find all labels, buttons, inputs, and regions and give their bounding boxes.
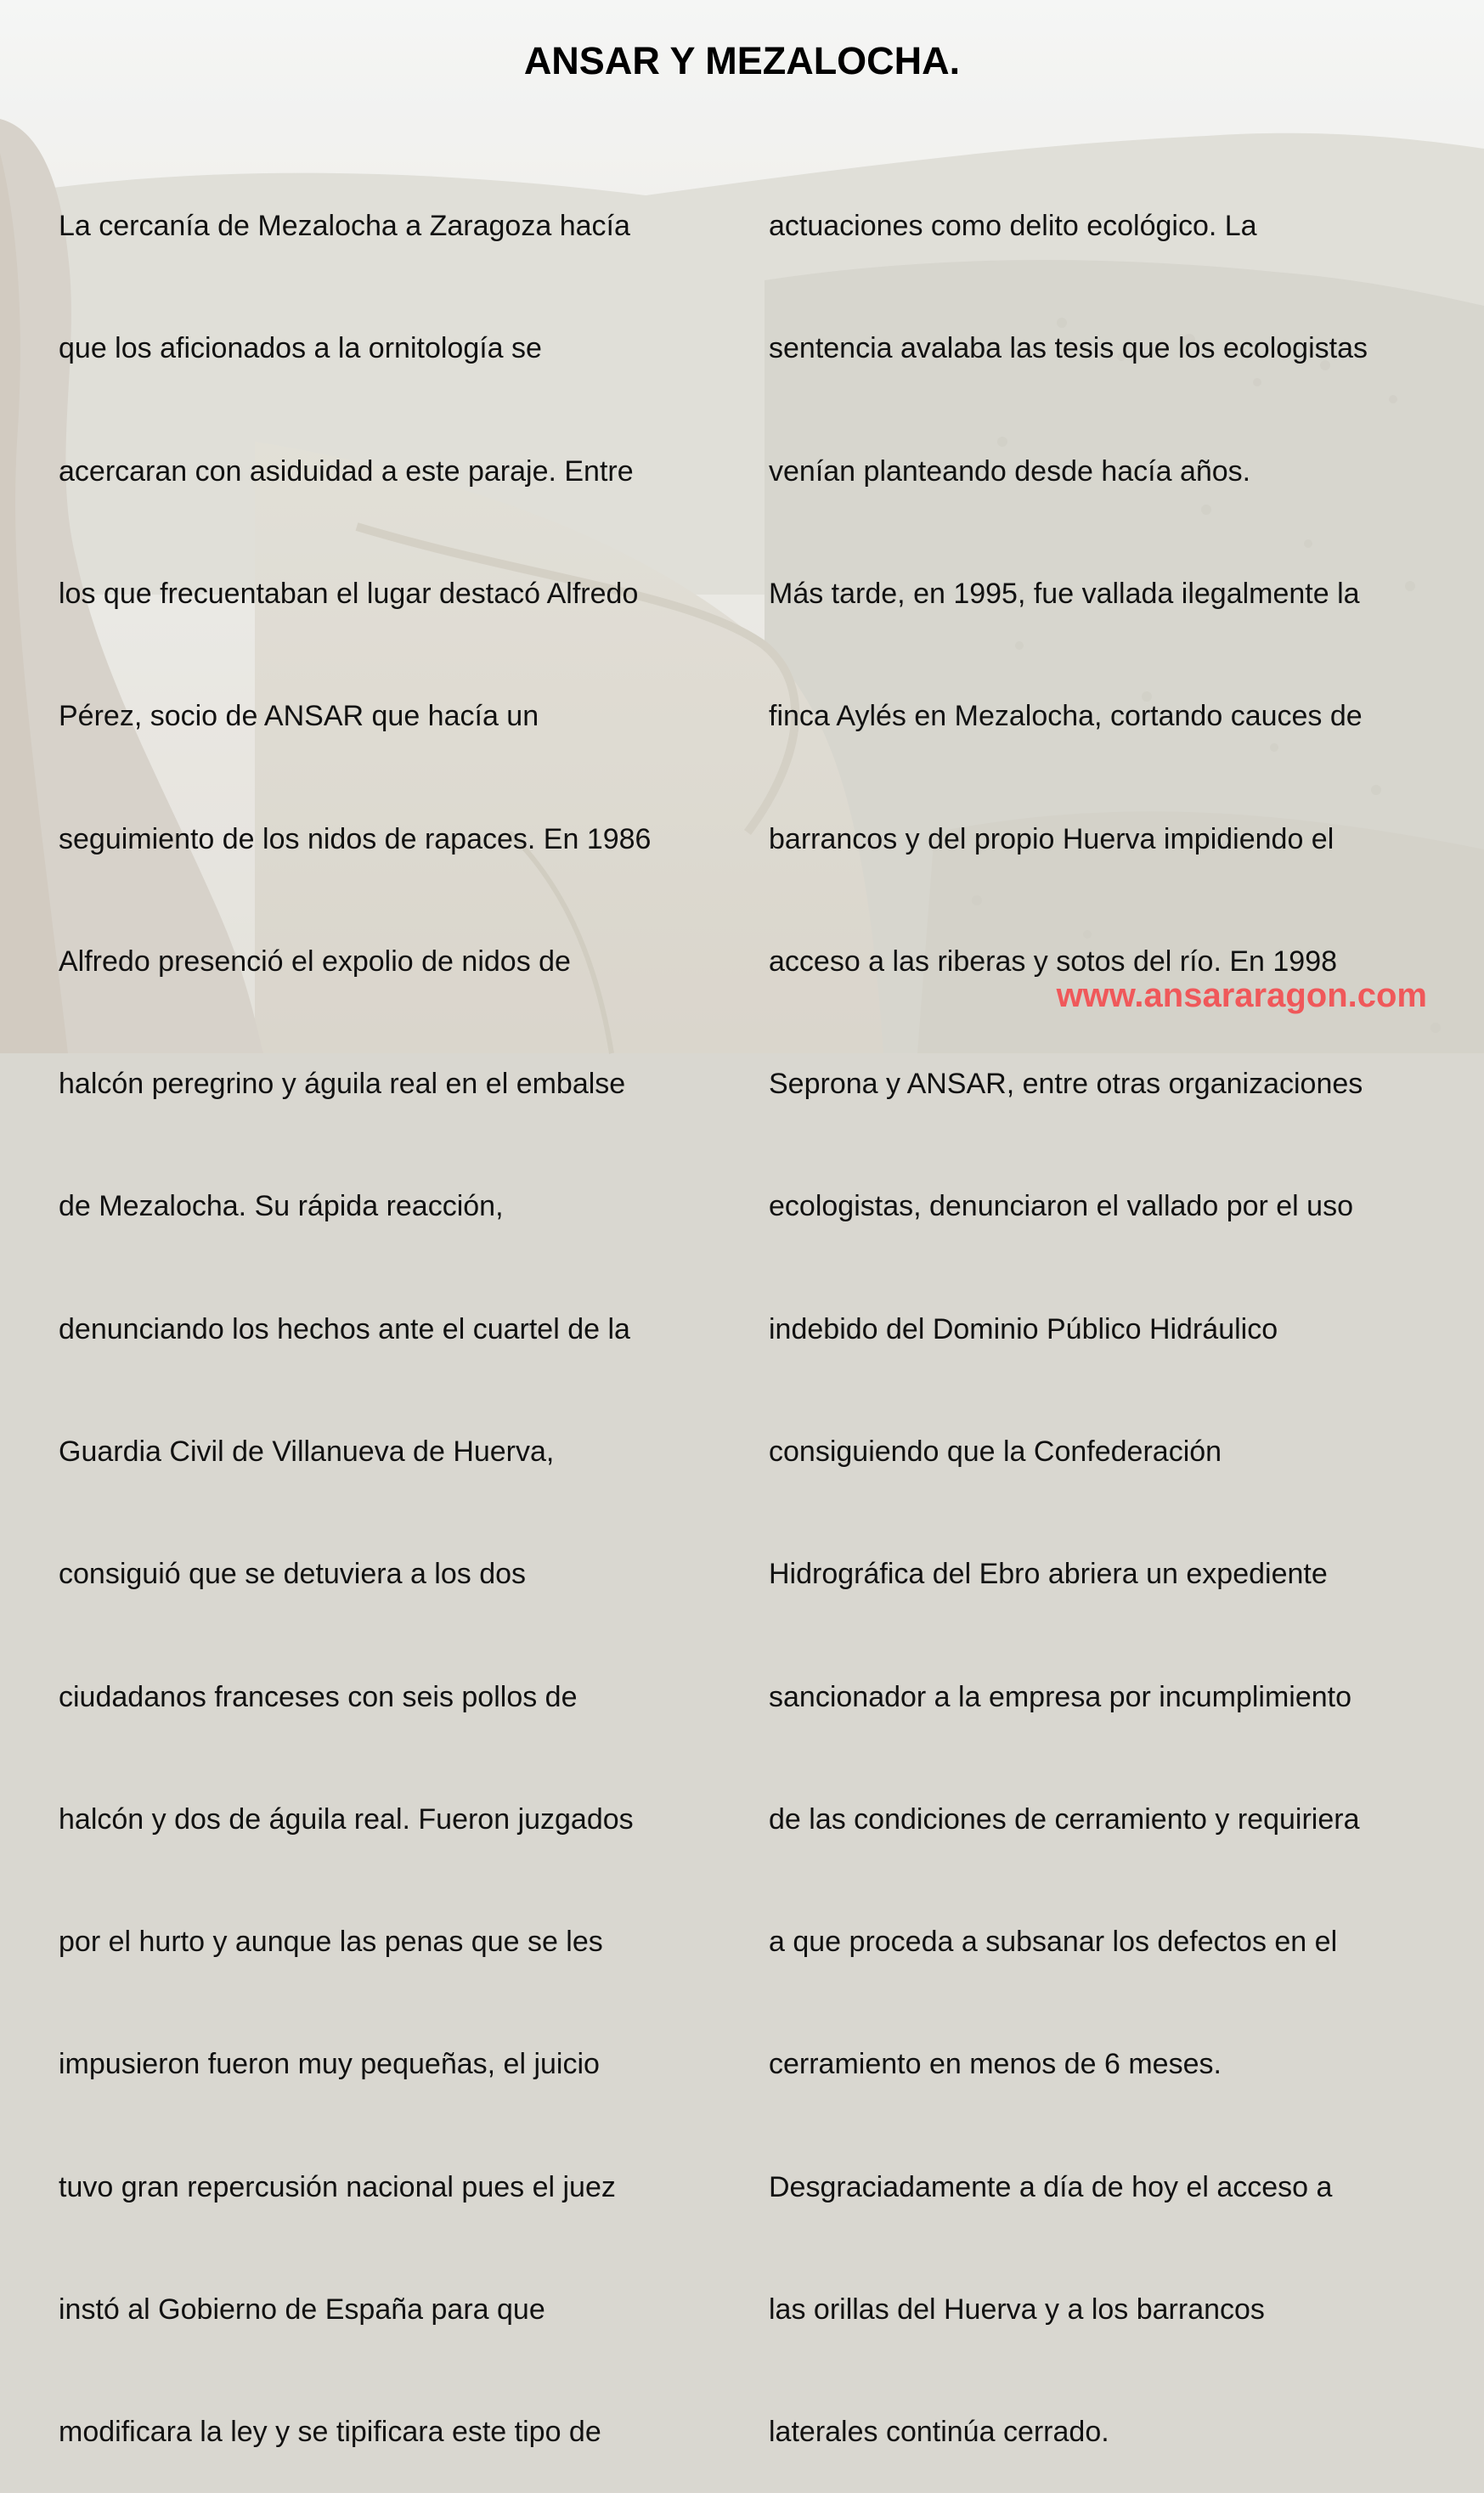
paragraph-line: halcón peregrino y águila real en el embalse bbox=[59, 1068, 626, 1101]
paragraph-line: los que frecuentaban el lugar destacó Alfredo bbox=[59, 578, 639, 611]
paragraph-line: Pérez, socio de ANSAR que hacía un bbox=[59, 700, 539, 733]
paragraph-line: Seprona y ANSAR, entre otras organizaciones bbox=[769, 1068, 1363, 1101]
paragraph-line: Guardia Civil de Villanueva de Huerva, bbox=[59, 1435, 555, 1468]
paragraph-line: denunciando los hechos ante el cuartel de la bbox=[59, 1312, 630, 1345]
paragraph-line: impusieron fueron muy pequeñas, el juicio bbox=[59, 2048, 600, 2081]
paragraph-line: finca Aylés en Mezalocha, cortando cauces de bbox=[769, 700, 1363, 733]
paragraph-line: modificara la ley y se tipificara este tipo de bbox=[59, 2416, 601, 2449]
paragraph-line: acercaran con asiduidad a este paraje. Entre bbox=[59, 454, 634, 488]
paragraph-line: acceso a las riberas y sotos del río. En 1998 bbox=[769, 945, 1338, 978]
paragraph-line: halcón y dos de águila real. Fueron juzgados bbox=[59, 1802, 634, 1836]
paragraph-line: seguimiento de los nidos de rapaces. En 1986 bbox=[59, 822, 652, 855]
paragraph-line: de las condiciones de cerramiento y requiriera bbox=[769, 1802, 1360, 1836]
paragraph-line: ciudadanos franceses con seis pollos de bbox=[59, 1680, 578, 1713]
paragraph-line: Hidrográfica del Ebro abriera un expediente bbox=[769, 1558, 1328, 1591]
paragraph-line: que los aficionados a la ornitología se bbox=[59, 332, 542, 365]
paragraph-line: La cercanía de Mezalocha a Zaragoza hacía bbox=[59, 210, 630, 243]
paragraph-line: tuvo gran repercusión nacional pues el juez bbox=[59, 2170, 616, 2203]
website-link[interactable]: www.ansararagon.com bbox=[1056, 977, 1427, 1014]
paragraph-line: actuaciones como delito ecológico. La bbox=[769, 210, 1257, 243]
paragraph-line: consiguiendo que la Confederación bbox=[769, 1435, 1222, 1468]
paragraph-line: Más tarde, en 1995, fue vallada ilegalmente la bbox=[769, 578, 1360, 611]
paragraph-line: por el hurto y aunque las penas que se les bbox=[59, 1926, 603, 1959]
page-title: ANSAR Y MEZALOCHA. bbox=[523, 39, 961, 82]
paragraph-line: indebido del Dominio Público Hidráulico bbox=[769, 1312, 1278, 1345]
paragraph-line: instó al Gobierno de España para que bbox=[59, 2293, 545, 2326]
paragraph-line: a que proceda a subsanar los defectos en el bbox=[769, 1926, 1338, 1959]
paragraph-line: consiguió que se detuviera a los dos bbox=[59, 1558, 527, 1591]
paragraph-line: Alfredo presenció el expolio de nidos de bbox=[59, 945, 571, 978]
paragraph-line: sancionador a la empresa por incumplimiento bbox=[769, 1680, 1352, 1713]
paragraph-line: sentencia avalaba las tesis que los ecologistas bbox=[769, 332, 1368, 365]
paragraph-line: cerramiento en menos de 6 meses. bbox=[769, 2048, 1222, 2081]
paragraph-line: de Mezalocha. Su rápida reacción, bbox=[59, 1190, 504, 1223]
paragraph-line: ecologistas, denunciaron el vallado por el uso bbox=[769, 1190, 1354, 1223]
paragraph-line: Desgraciadamente a día de hoy el acceso a bbox=[769, 2170, 1333, 2203]
paragraph-line: barrancos y del propio Huerva impidiendo el bbox=[769, 822, 1334, 855]
paragraph-line: las orillas del Huerva y a los barrancos bbox=[769, 2293, 1265, 2326]
paragraph-line: venían planteando desde hacía años. bbox=[769, 454, 1251, 488]
right-text-column bbox=[769, 124, 1440, 2493]
paragraph-line: laterales continúa cerrado. bbox=[769, 2416, 1109, 2449]
left-text-column bbox=[59, 124, 730, 2493]
